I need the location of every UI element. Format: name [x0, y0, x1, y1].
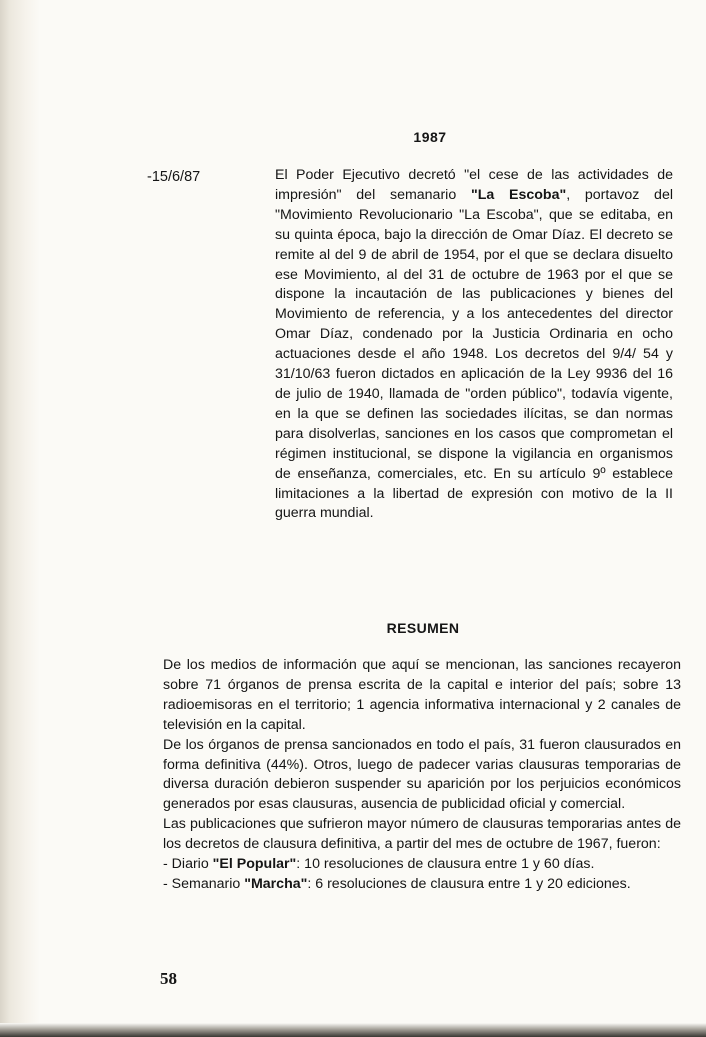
entry-text-part: El Poder Ejecutivo decretó "el cese de las actividades de impresión" del semanario — [275, 167, 673, 203]
summary-block — [163, 656, 681, 895]
page-bottom-edge — [0, 1023, 706, 1037]
list-item-prefix: - Diario — [163, 856, 213, 873]
publication-name: "La Escoba" — [470, 186, 567, 203]
list-item-prefix: - Semanario — [163, 875, 245, 892]
year-heading: 1987 — [413, 129, 447, 145]
list-item-suffix: : 6 resoluciones de clausura entre 1 y 20 ediciones. — [307, 875, 631, 892]
entry-text-part: , portavoz del "Movimiento Revolucionario "La Escoba", que se editaba, en su quinta época, bajo la dirección de Omar Díaz. El decreto se remite al del 9 de abril de 1954, por el que se declara disuelto ese Movimiento, al del 31 de octubre de 1963 por el que se dispone la incautación de las publicaciones y bienes del Movimiento de referencia, y a los antecedentes del director Omar Díaz, condenado por la Justicia Ordinaria en ocho actuaciones desde el año 1948. Los decretos del 9/4/ 54 y 31/10/63 fueron dictados en aplicación de la Ley 9936 del 16 de julio de 1940, llamada de "orden público", todavía vigente, en la que se definen las sociedades ilícitas, se dan normas para disolverlas, sanciones en los casos que comprometan el régimen institucional, se dispone la vigilancia en organismos de enseñanza, comerciales, etc. En su artículo 9º establece limitaciones a la libertad de expresión con motivo de la II guerra mundial. — [275, 186, 673, 522]
publication-name: "El Popular" — [212, 856, 297, 873]
summary-paragraph: Las publicaciones que sufrieron mayor número de clausuras temporarias antes de los decretos de clausura definitiva, a partir del mes de octubre de 1967, fueron: — [163, 816, 681, 853]
summary-paragraph: De los medios de información que aquí se mencionan, las sanciones recayeron sobre 71 órganos de prensa escrita de la capital e interior del país; sobre 13 radioemisoras en el territorio; 1 agencia informativa internacional y 2 canales de televisión en la capital. — [163, 657, 681, 733]
page-number: 58 — [160, 969, 177, 988]
entry-text — [275, 166, 673, 524]
summary-list-item — [163, 875, 681, 895]
summary-paragraph: De los órganos de prensa sancionados en todo el país, 31 fueron clausurados en forma definitiva (44%). Otros, luego de padecer varias clausuras temporarias de diversa duración debieron suspender su aparición por los perjuicios económicos generados por esas clausuras, ausencia de publicidad oficial y comercial. — [163, 736, 681, 813]
summary-list-item — [163, 855, 681, 875]
summary-heading: RESUMEN — [386, 620, 460, 636]
entry-date: -15/6/87 — [147, 169, 201, 185]
publication-name: "Marcha" — [244, 875, 308, 892]
list-item-suffix: : 10 resoluciones de clausura entre 1 y 60 días. — [296, 856, 595, 873]
book-binding-shadow — [0, 0, 40, 1037]
